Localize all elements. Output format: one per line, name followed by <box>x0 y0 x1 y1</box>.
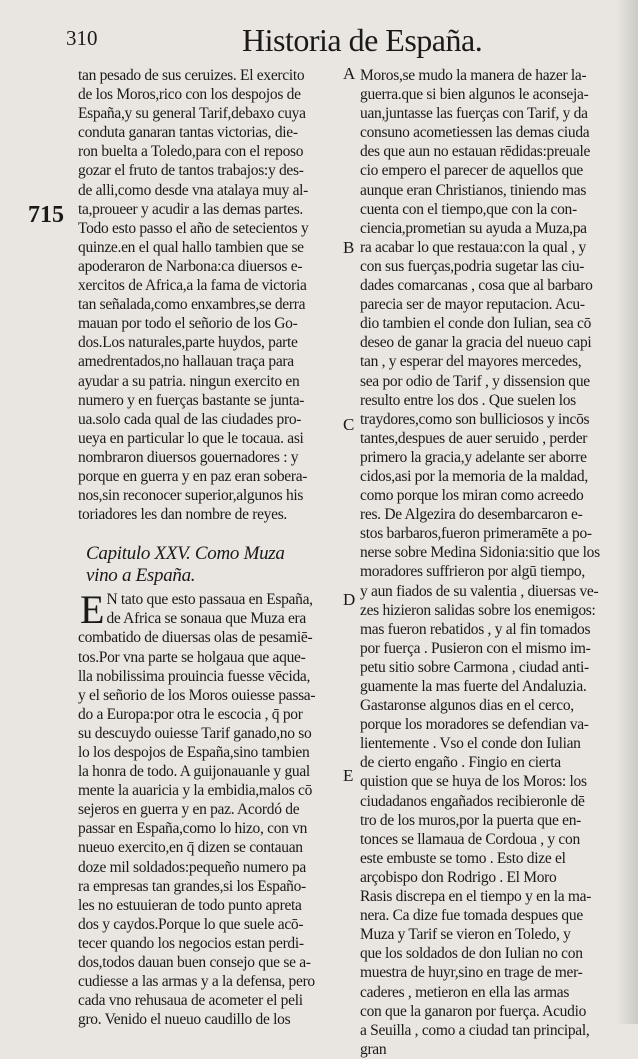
text-line: mas fueron rebatidos , y al fin tomados <box>360 620 591 638</box>
text-line: stos barbaros,fueron primeramēte a po- <box>360 525 592 543</box>
margin-letter-d: D <box>343 590 356 609</box>
text-line: tro de los muros,por la puerta que en- <box>360 811 582 829</box>
text-line: tonces se llamaua de Cordoua , y con <box>360 830 580 848</box>
text-line: Gastaronse algunos dias en el cerco, <box>360 697 574 715</box>
text-line: traydores,como son bulliciosos y incōs <box>360 410 590 428</box>
left-column <box>78 66 340 1029</box>
text-line: primero la gracia,y adelante ser aborre <box>360 448 587 466</box>
text-line: de Africa se sonaua que Muza era <box>106 610 306 628</box>
text-line: España,y su general Tarif,debaxo cuya <box>78 105 306 123</box>
text-line: apoderaron de Narbona:ca diuersos e- <box>78 257 303 275</box>
text-line: de los Moros,rico con los despojos de <box>78 86 301 104</box>
text-line: como porque los miran como acreedo <box>360 487 584 505</box>
text-line: que los soldados de don Iulian no con <box>360 945 583 963</box>
text-line: nombraron diuersos gouernadores : y <box>78 448 299 466</box>
text-line: gran <box>360 1040 387 1058</box>
text-line: muestra de huyr,sino en trage de mer- <box>360 964 583 982</box>
text-line: Rasis discrepa en el tiempo y en la ma- <box>360 888 592 906</box>
running-title: Historia de España. <box>242 22 483 58</box>
text-line: dos.Los naturales,parte huydos, parte <box>78 334 298 352</box>
text-line: res. De Algezira do desembarcaron e- <box>360 506 583 524</box>
text-line: lla nobilissima prouincia fuesse vēcida, <box>78 667 311 685</box>
text-line: con que la ganaron por fuerça. Acudio <box>360 1002 587 1020</box>
text-line: combatido de diuersas olas de pesamiē- <box>78 629 313 647</box>
text-line: Todo esto passo el año de setecientos y <box>78 219 309 237</box>
page-edge-shadow <box>616 0 638 1024</box>
text-line: ra empresas tan grandes,si los Españo- <box>78 877 306 895</box>
text-line: ciudadanos engañados recibieronle dē <box>360 792 585 810</box>
text-line: cuenta con el tiempo,que con la con- <box>360 200 577 218</box>
text-line: passar en España,como lo hizo, con vn <box>78 820 308 838</box>
text-line: petu sitio sobre Carmona , ciudad anti- <box>360 658 589 676</box>
text-line: caderes , metieron en ella las armas <box>360 983 570 1001</box>
page-number: 310 <box>66 26 98 50</box>
text-line: deseo de ganar la gracia del nueuo capi <box>360 334 592 352</box>
text-line: lo los despojos de España,sino tambien <box>78 744 310 761</box>
margin-letter-a: A <box>343 64 356 83</box>
text-line: ua.solo cada qual de las ciudades pro- <box>78 410 302 428</box>
text-line: dades comarcanas , cosa que al barbaro <box>360 277 593 295</box>
text-line: dos,todos dauan buen consejo que se a- <box>78 954 311 972</box>
chapter-heading <box>86 543 340 587</box>
chapter-heading-line-1: Capitulo XXV. Como Muza <box>86 543 285 565</box>
chapter-body-text <box>78 648 340 1030</box>
text-line: ayudar a su patria. ningun exercito en <box>78 372 300 390</box>
text-line: consuno acometiessen las demas ciuda <box>360 124 590 142</box>
text-line: porque los moradores se defendian va- <box>360 716 589 734</box>
text-line: sejeros en guerra y en paz. Acordó de <box>78 801 300 819</box>
text-line: cio empero el parecer de aquellos que <box>360 162 584 180</box>
text-line: Muza y Tarif se vieron en Toledo, y <box>360 926 571 944</box>
text-line: sea por odio de Tarif , y dissension que <box>360 372 590 390</box>
margin-year-note: 715 <box>28 202 64 228</box>
text-line: dio tambien el conde don Iulian, sea cō <box>360 315 592 333</box>
text-line: parecia ser de mayor reputacion. Acu- <box>360 296 585 314</box>
text-line: aunque eran Christianos, tiniendo mas <box>360 181 587 199</box>
text-line: arçobispo don Rodrigo . El Moro <box>360 868 557 886</box>
text-line: uan,juntasse las fuerças con Tarif, y da <box>360 105 588 123</box>
text-line: tan , y esperar del mayores mercedes, <box>360 353 582 371</box>
text-line: ra acabar lo que restaua:con la qual , y <box>360 238 586 256</box>
text-line: y aun fiados de su valentia , diuersas ve- <box>360 582 599 600</box>
text-line: Moros,se mudo la manera de hazer la- <box>360 67 587 84</box>
text-line: ron buelta a Toledo,para con el reposo <box>78 143 304 161</box>
right-column-text <box>360 66 615 1059</box>
chapter-heading-line-2: vino a España. <box>86 565 196 587</box>
text-line: este embuste se tomo . Esto dize el <box>360 849 566 867</box>
text-line: cidos,asi por la memoria de la maldad, <box>360 467 588 485</box>
text-line: moradores suffrieron por algū tiempo, <box>360 563 585 581</box>
text-line: quinze.en el qual hallo tambien que se <box>78 238 304 256</box>
text-line: mente la auaricia y la embidia,malos cō <box>78 782 313 800</box>
text-line: N tato que esto passaua en España, <box>106 591 313 609</box>
left-column-text <box>78 66 340 524</box>
text-line: gro. Venido el nueuo caudillo de los <box>78 1011 291 1029</box>
text-line: dos y caydos.Porque lo que suele acō- <box>78 915 304 933</box>
text-line: guamente la mas fuerte del Andaluzia. <box>360 678 587 695</box>
text-line: amedrentados,no hallauan traça para <box>78 353 294 371</box>
text-line: toriadores les dan nombre de reyes. <box>78 506 288 524</box>
text-line: a Seuilla , como a ciudad tan principal, <box>360 1021 590 1039</box>
text-line: ciencia,prometian su ayuda a Muza,pa <box>360 219 587 237</box>
text-line: su descuydo ouiesse Tarif ganado,no so <box>78 724 312 742</box>
text-line: nueuo exercito,en q̄ dizen se contauan <box>78 839 303 857</box>
text-line: zes hizieron salidas sobre los enemigos: <box>360 601 596 619</box>
text-line: y el señorio de los Moros ouiesse passa- <box>78 686 316 704</box>
text-line: porque en guerra y en paz eran sobera- <box>78 467 308 485</box>
text-line: mauan por todo el señorio de los Go- <box>78 315 298 333</box>
text-line: des que aun no estauan rēdidas:preuale <box>360 143 591 161</box>
text-line: nerse sobre Medina Sidonia:sitio que los <box>360 544 600 562</box>
text-line: xercitos de Africa,a la fama de victoria <box>78 277 307 295</box>
section-gap <box>78 524 340 540</box>
text-line: nera. Ca dize fue tomada despues que <box>360 907 583 925</box>
text-line: numero y en fuerças bastante se junta- <box>78 391 305 409</box>
text-line: quistion que se huya de los Moros: los <box>360 773 587 791</box>
text-line: tan señalada,como enxambres,se derra <box>78 296 306 314</box>
text-line: tantes,despues de auer seruido , perder <box>360 429 588 447</box>
text-line: gozar el fruto de tantos trabajos:y des- <box>78 162 304 180</box>
text-line: de alli,como desde vna atalaya muy al- <box>78 181 309 199</box>
text-line: cudiesse a las armas y a la defensa, pero <box>78 973 315 991</box>
text-line: les no estuuieran de todo punto apreta <box>78 896 302 914</box>
right-column <box>360 66 615 1059</box>
drop-cap: E <box>80 587 105 633</box>
text-line: ueya en particular lo que le tocaua. asi <box>78 429 304 447</box>
text-line: ta,proueer y acudir a las demas partes. <box>78 200 304 218</box>
text-line: resulto entre los dos . Que suelen los <box>360 391 576 409</box>
margin-letter-b: B <box>343 238 355 257</box>
text-line: doze mil soldados:pequeño numero pa <box>78 858 306 876</box>
text-line: cada vno rehusaua de acometer el peli <box>78 992 303 1010</box>
margin-letter-c: C <box>343 415 355 434</box>
text-line: la honra de todo. A guijonauanle y gual <box>78 763 310 781</box>
text-line: tos.Por vna parte se holgaua que aque- <box>78 648 306 666</box>
text-line: do a Europa:por otra le escocia , q̄ por <box>78 705 303 723</box>
text-line: de cierto engaño . Fingio en cierta <box>360 754 561 772</box>
text-line: con sus fuerças,podria sugetar las ciu- <box>360 257 585 275</box>
text-line: conduta ganaran tantas victorias, die- <box>78 124 298 142</box>
chapter-opening <box>78 587 340 647</box>
text-line: nos,sin reconocer superior,algunos his <box>78 487 304 505</box>
page-header <box>0 22 638 62</box>
text-line: guerra.que si bien algunos le aconseja- <box>360 86 589 104</box>
text-line: lientemente . Vso el conde don Iulian <box>360 735 581 753</box>
text-line: por fuerça . Pusieron con el mismo im- <box>360 639 591 657</box>
text-line: tan pesado de sus ceruizes. El exercito <box>78 67 305 84</box>
margin-letter-e: E <box>343 766 354 785</box>
text-line: tecer quando los negocios estan perdi- <box>78 934 304 952</box>
